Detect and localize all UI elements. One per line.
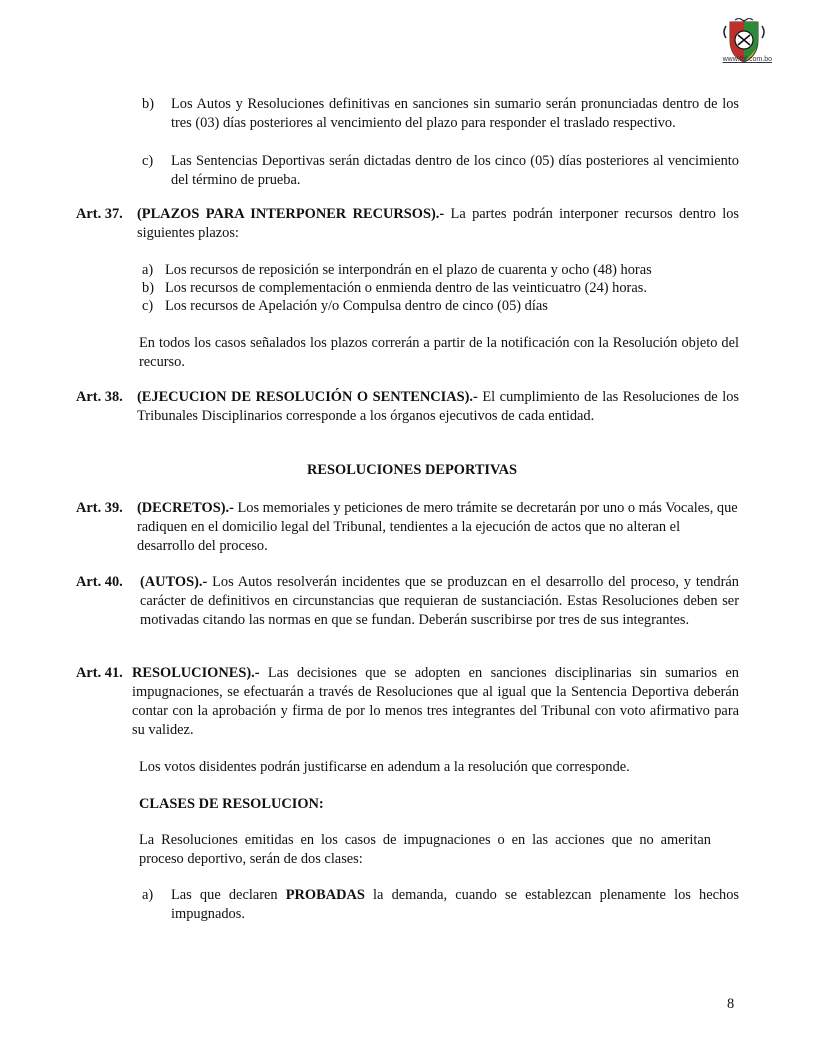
article-text: Los Autos resolverán incidentes que se produzcan en el desarrollo del proceso, y tendrán carácter de definitivos en circunstancias que requieran de sustanciación. Estas Resoluciones deben ser motivadas citando las normas en que se fundan. Deberán suscribirse por tres de sus integrantes. [140, 574, 739, 628]
article-body [137, 388, 739, 426]
article-number: Art. 37. [76, 206, 123, 222]
classes-heading: CLASES DE RESOLUCION: [139, 796, 324, 812]
classes-item-a [142, 886, 739, 924]
page-number: 8 [727, 996, 735, 1012]
article-number: Art. 38. [76, 389, 123, 405]
intro-item-c [142, 152, 739, 190]
article-37 [76, 205, 739, 245]
article-title: (DECRETOS).- [137, 500, 234, 516]
art37-item-a [142, 261, 739, 280]
article-body [132, 664, 739, 740]
item-text-strong: PROBADAS [285, 887, 365, 903]
article-title: (PLAZOS PARA INTERPONER RECURSOS).- [137, 206, 445, 222]
article-number: Art. 40. [76, 574, 123, 590]
article-text: Los memoriales y peticiones de mero trámite se decretarán por uno o más Vocales, que radiquen en el domicilio legal del Tribunal, tendientes a la ejecución de actos que no alteran el desarrollo del proceso. [137, 500, 738, 554]
art37-note: En todos los casos señalados los plazos correrán a partir de la notificación con la Resolución objeto del recurso. [139, 335, 739, 370]
article-title: RESOLUCIONES).- [132, 665, 260, 681]
article-title: (AUTOS).- [140, 574, 208, 590]
article-40 [76, 573, 739, 649]
art37-item-b [142, 279, 739, 298]
item-text [171, 886, 739, 924]
item-text-after: la demanda, cuando se establezcan plenamente los hechos impugnados. [171, 887, 739, 922]
item-text: Los Autos y Resoluciones definitivas en sanciones sin sumario serán pronunciadas dentro de los tres (03) días posteriores al vencimiento del plazo para responder el traslado respectivo. [171, 96, 739, 131]
item-text: Los recursos de reposición se interpondrán en el plazo de cuarenta y ocho (48) horas [165, 262, 652, 278]
header-url[interactable]: www.fbf.com.bo [722, 56, 772, 63]
item-letter: a) [142, 262, 154, 278]
article-text: La partes podrán interponer recursos dentro los siguientes plazos: [137, 206, 739, 241]
article-39 [76, 499, 739, 557]
item-letter: b) [142, 280, 154, 296]
article-body [137, 499, 739, 556]
intro-item-b [142, 95, 739, 152]
article-41 [76, 664, 739, 740]
item-letter: b) [142, 96, 154, 112]
article-text: Las decisiones que se adopten en sanciones disciplinarias sin sumarios en impugnaciones, se efectuarán a través de Resoluciones que al igual que la Sentencia Deportiva deberán contar con la aprobación y firma de por lo menos tres integrantes del Tribunal con voto afirmativo para su validez. [132, 665, 739, 738]
item-letter: c) [142, 153, 154, 169]
item-text: Los recursos de complementación o enmienda dentro de las veinticuatro (24) horas. [165, 280, 647, 296]
item-text: Los recursos de Apelación y/o Compulsa dentro de cinco (05) días [165, 298, 548, 314]
article-number: Art. 39. [76, 500, 123, 516]
article-body [137, 205, 739, 243]
item-text: Las Sentencias Deportivas serán dictadas dentro de los cinco (05) días posteriores al vencimiento del término de prueba. [171, 153, 739, 188]
section-heading: RESOLUCIONES DEPORTIVAS [307, 462, 517, 478]
article-title: (EJECUCION DE RESOLUCIÓN O SENTENCIAS).- [137, 389, 478, 405]
article-38 [76, 388, 739, 446]
article-body [140, 573, 739, 630]
art37-item-c [142, 297, 739, 316]
art41-dissent: Los votos disidentes podrán justificarse en adendum a la resolución que corresponde. [139, 759, 630, 775]
article-number: Art. 41. [76, 665, 123, 681]
item-text-before: Las que declaren [171, 887, 286, 903]
item-letter: a) [142, 887, 154, 903]
article-text: El cumplimiento de las Resoluciones de los Tribunales Disciplinarios corresponde a los órganos ejecutivos de cada entidad. [137, 389, 739, 424]
item-letter: c) [142, 298, 154, 314]
classes-intro: La Resoluciones emitidas en los casos de impugnaciones o en las acciones que no ameritan proceso deportivo, serán de dos clases: [139, 832, 711, 867]
